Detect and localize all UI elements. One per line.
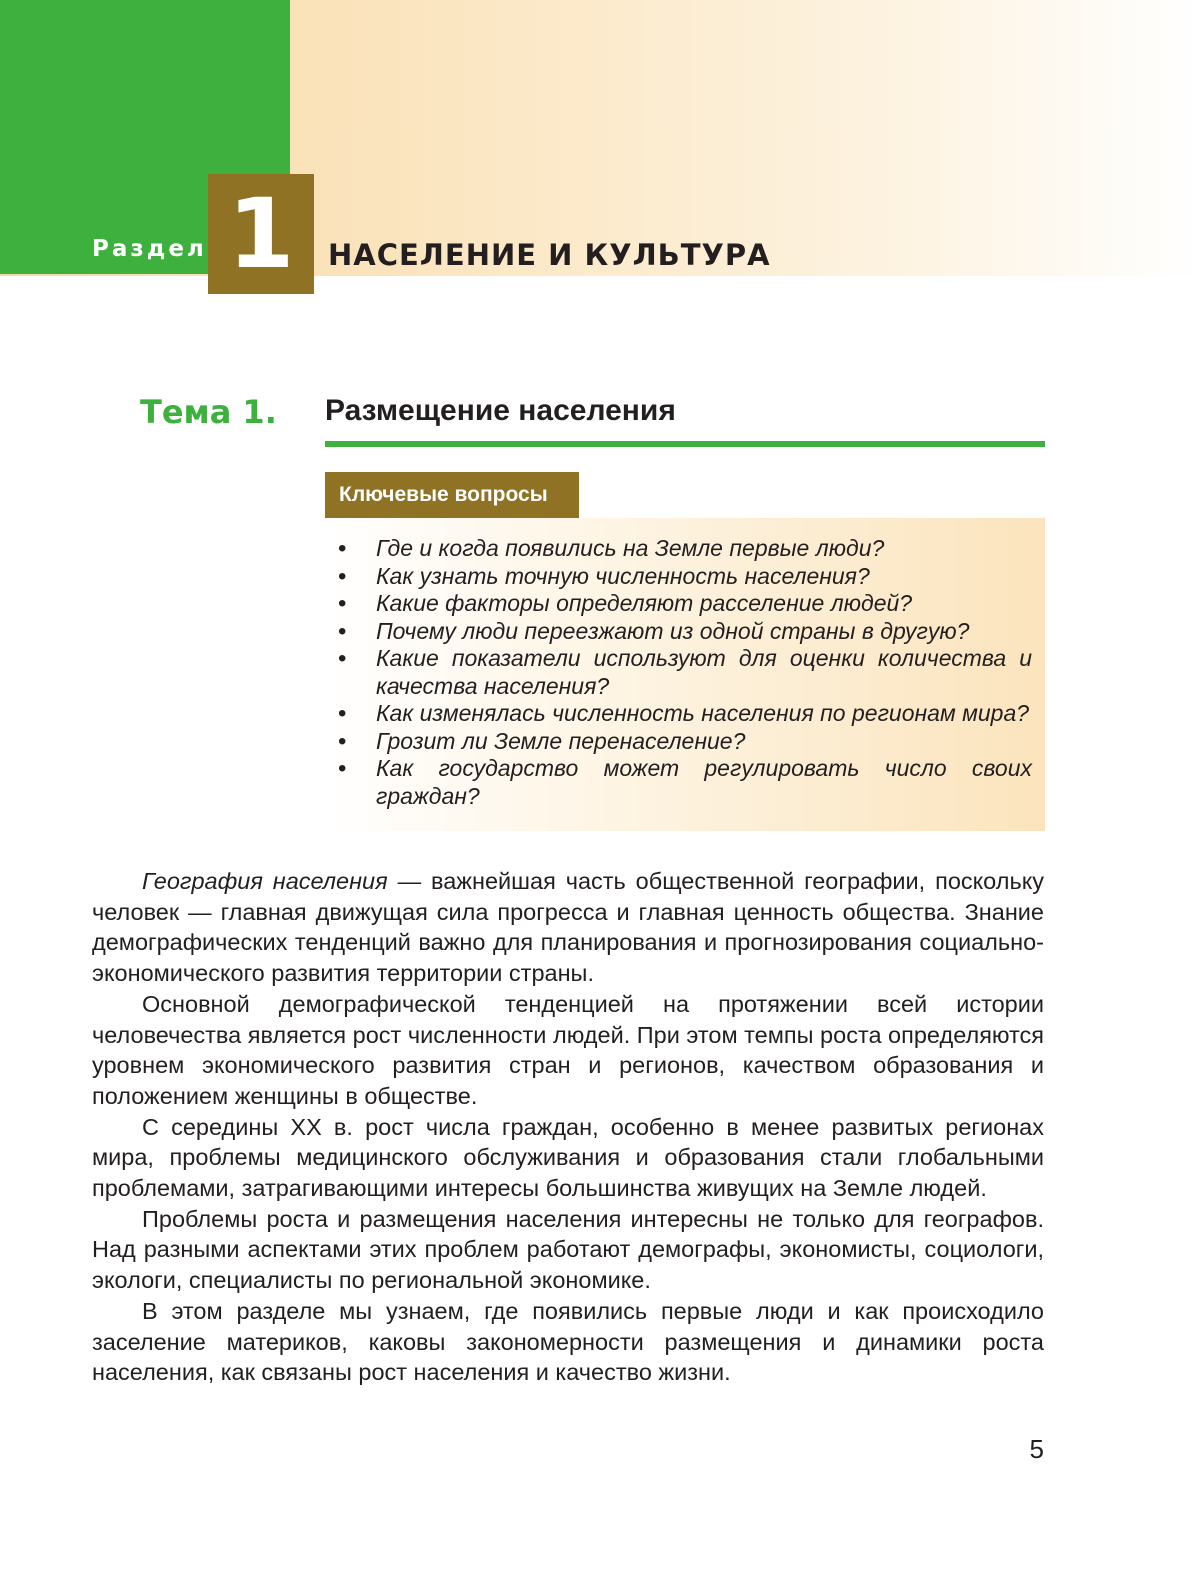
section-label: Раздел [92,236,207,262]
key-question-item: • Как государство может регулировать число своих граждан? [338,755,1032,810]
key-question-item: • Где и когда появились на Земле первые люди? [338,535,1032,563]
topic-label: Тема 1. [140,393,277,431]
key-question-item: • Как изменялась численность населения по регионам мира? [338,700,1032,728]
body-paragraph-2: Основной демографической тенденцией на протяжении всей истории человечества является рост численности людей. При этом темпы роста определяются уровнем экономического развития стран и регионов, качеством образования и положением женщины в обществе. [92,990,1044,1109]
section-title: НАСЕЛЕНИЕ И КУЛЬТУРА [328,238,771,272]
key-question-item: • Грозит ли Земле перенаселение? [338,728,1032,756]
body-paragraph-4: Проблемы роста и размещения населения интересны не только для географов. Над разными аспектами этих проблем работают демографы, экономисты, социологи, экологи, специалисты по региональной экономике. [92,1205,1044,1294]
key-question-item: • Почему люди переезжают из одной страны в другую? [338,618,1032,646]
topic-divider [325,441,1045,447]
section-number-badge: 1 [208,174,314,294]
body-text [92,866,1044,1388]
key-questions-list [338,535,1032,810]
topic-title: Размещение населения [325,394,676,427]
term-highlight: География населения [142,868,388,894]
body-paragraph-1 [92,866,1044,989]
key-question-item: • Какие факторы определяют расселение людей? [338,590,1032,618]
key-questions-heading: Ключевые вопросы [325,472,579,518]
key-question-item: • Как узнать точную численность населения? [338,563,1032,591]
body-paragraph-1-text: — важнейшая часть общественной географии, поскольку человек — главная движущая сила прогресса и главная ценность общества. Знание демографических тенденций важно для планирования и прогнозирования социально-экономического развития территории страны. [92,868,1044,987]
page-number: 5 [1029,1434,1044,1464]
key-question-item: • Какие показатели используют для оценки количества и качества населения? [338,645,1032,700]
body-paragraph-5: В этом разделе мы узнаем, где появились первые люди и как происходило заселение материков, каковы закономерности размещения и динамики роста населения, как связаны рост населения и качество жизни. [92,1297,1044,1386]
body-paragraph-3: С середины XX в. рост числа граждан, особенно в менее развитых регионах мира, проблемы медицинского обслуживания и образования стали глобальными проблемами, затрагивающими интересы большинства живущих на Земле людей. [92,1113,1044,1202]
